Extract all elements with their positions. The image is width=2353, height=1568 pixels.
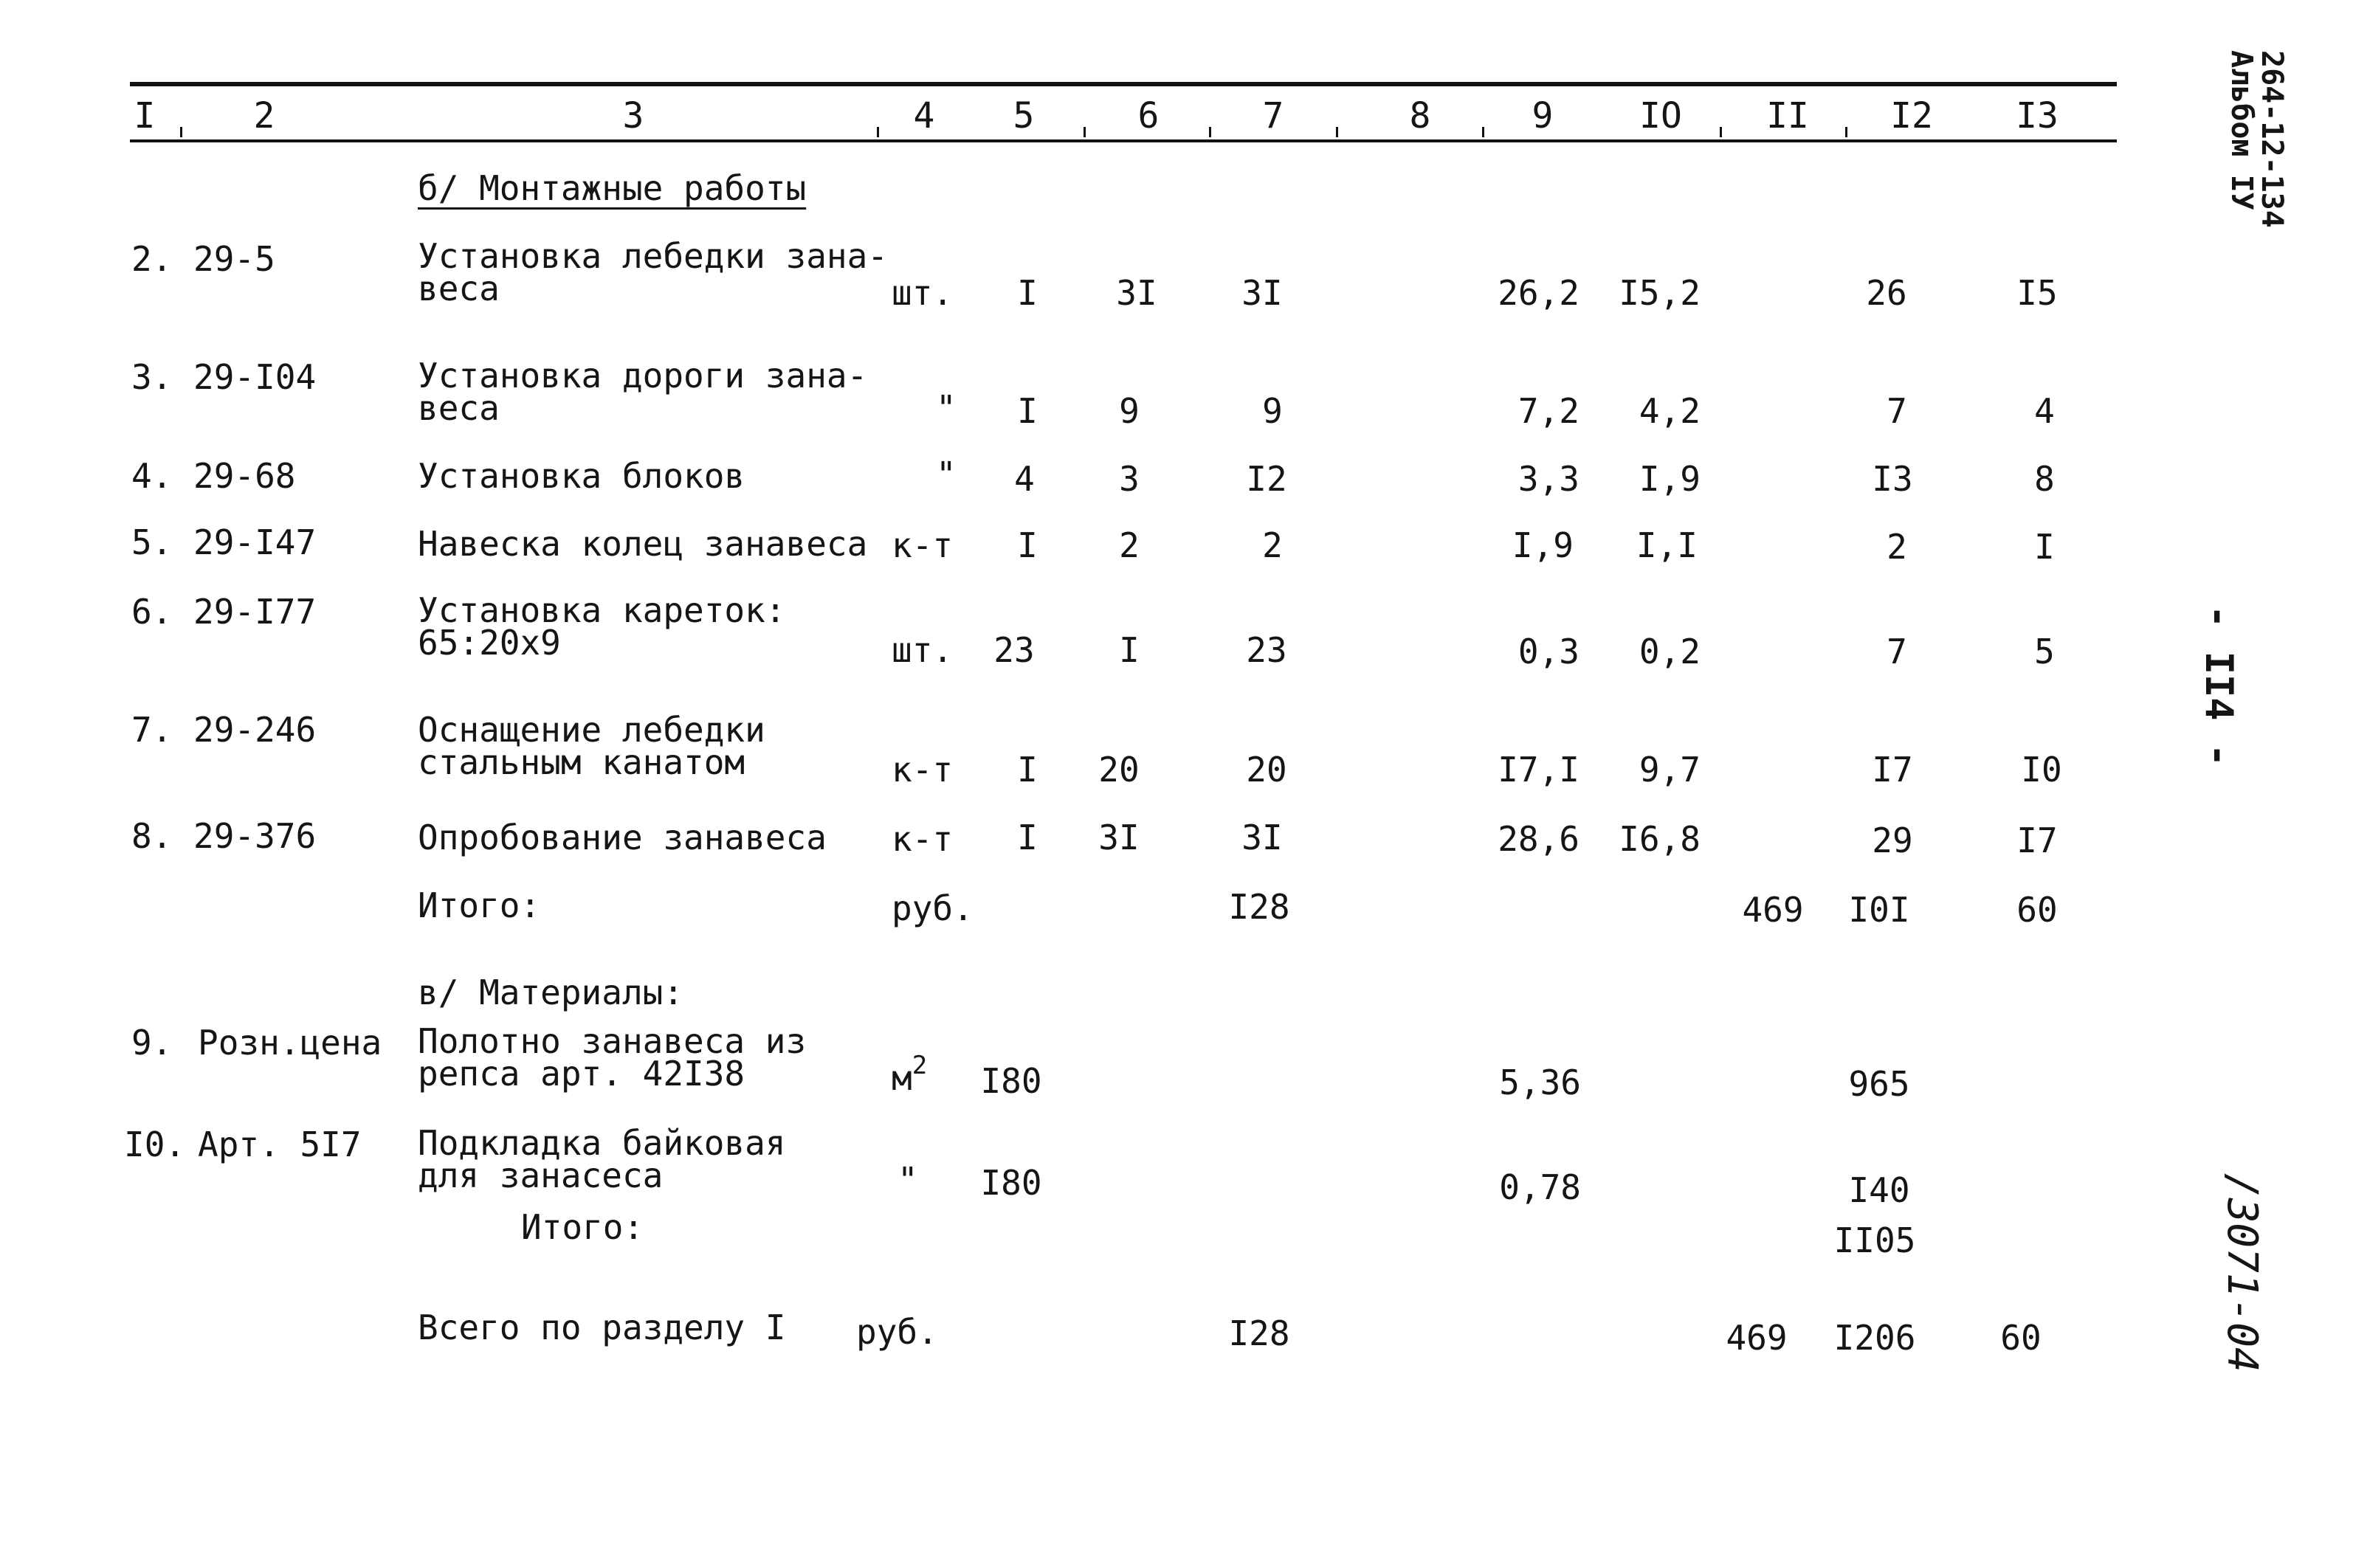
row-col13: I7 — [2016, 821, 2058, 860]
subtotal-col12: I0I — [1848, 890, 1910, 930]
col-header-4: 4 — [913, 95, 935, 137]
col-header-2: 2 — [253, 95, 275, 137]
page-number: - II4 - — [2197, 605, 2241, 767]
col-separator — [1084, 127, 1086, 137]
row-qty: I80 — [980, 1061, 1042, 1101]
col-separator — [1336, 127, 1338, 137]
row-unit: " — [936, 388, 957, 428]
grand-total-col11: 469 — [1726, 1318, 1788, 1358]
row-col12: I3 — [1872, 459, 1913, 499]
row-col6: 3 — [1119, 459, 1140, 499]
row-number: I0. — [124, 1125, 186, 1164]
row-col13: I0 — [2021, 750, 2062, 790]
row-col10: I6,8 — [1619, 819, 1701, 859]
subtotal-label: Итого: — [521, 1207, 644, 1247]
col-separator — [877, 127, 879, 137]
col-separator — [1720, 127, 1722, 137]
row-qty: 23 — [993, 630, 1035, 670]
col-header-11: II — [1766, 95, 1809, 137]
subtotal-label: Итого: — [418, 885, 541, 925]
album-stamp: 264-12-134 Альбом IУ — [2225, 50, 2289, 228]
row-number: 3. — [131, 357, 173, 397]
row-col12: I40 — [1848, 1170, 1910, 1210]
row-code: 29-376 — [193, 816, 317, 856]
row-col7: I2 — [1246, 459, 1287, 499]
row-col12: 26 — [1866, 273, 1907, 313]
row-qty: I — [1017, 750, 1038, 790]
row-unit: шт. — [892, 273, 954, 313]
row-name: Навеска колец занавеса — [418, 524, 868, 564]
row-unit: шт. — [892, 630, 954, 670]
row-number: 9. — [131, 1023, 173, 1063]
row-number: 2. — [131, 239, 173, 279]
row-code: 29-5 — [193, 239, 275, 279]
row-col9: 26,2 — [1498, 273, 1579, 313]
row-col9: 0,3 — [1517, 632, 1579, 671]
row-number: 8. — [131, 816, 173, 856]
grand-total-label: Всего по разделу I — [418, 1308, 786, 1347]
row-name: Опробование занавеса — [418, 818, 827, 857]
subtotal-col12: II05 — [1833, 1220, 1916, 1260]
grand-total-col13: 60 — [2000, 1318, 2042, 1358]
row-col7: 23 — [1246, 630, 1287, 670]
row-unit: к-т — [892, 750, 954, 790]
row-col9: 5,36 — [1499, 1063, 1581, 1102]
col-header-1: I — [134, 95, 156, 137]
grand-total-unit: руб. — [856, 1312, 938, 1352]
col-header-12: I2 — [1890, 95, 1933, 137]
col-separator — [180, 127, 182, 137]
row-col13: I — [2034, 527, 2055, 567]
row-col10: 0,2 — [1639, 632, 1701, 671]
col-separator — [1845, 127, 1847, 137]
row-name: Установка кареток: 65:20х9 — [418, 590, 786, 663]
row-unit: " — [898, 1160, 918, 1200]
subtotal-col13: 60 — [2016, 890, 2058, 930]
row-col6: 3I — [1116, 273, 1157, 313]
row-col9: 0,78 — [1499, 1167, 1581, 1207]
row-qty: 4 — [1014, 459, 1035, 499]
row-col13: 5 — [2034, 632, 2055, 671]
row-code: 29-I47 — [193, 522, 317, 562]
col-header-6: 6 — [1137, 95, 1160, 137]
row-col7: 2 — [1262, 525, 1283, 565]
col-header-9: 9 — [1532, 95, 1554, 137]
row-col7: 3I — [1241, 818, 1283, 857]
row-qty: I — [1017, 818, 1038, 857]
row-unit: к-т — [892, 819, 954, 859]
row-col6: 2 — [1119, 525, 1140, 565]
subtotal-unit: руб. — [892, 888, 974, 928]
row-name: Полотно занавеса из репса арт. 42I38 — [418, 1021, 807, 1094]
row-name: Подкладка байковая для занасеса — [418, 1123, 786, 1195]
row-qty: I — [1017, 391, 1038, 431]
grand-total-col12: I206 — [1833, 1318, 1916, 1358]
row-col13: 8 — [2034, 459, 2055, 499]
col-separator — [1209, 127, 1211, 137]
col-header-10: IO — [1639, 95, 1682, 137]
row-number: 4. — [131, 456, 173, 496]
row-code: 29-246 — [193, 710, 317, 750]
row-col10: I5,2 — [1619, 273, 1701, 313]
subtotal-col7: I28 — [1228, 887, 1290, 927]
col-header-3: 3 — [622, 95, 644, 137]
row-name: Установка лебедки зана- веса — [418, 236, 888, 308]
section-heading-materials: в/ Материалы: — [418, 973, 684, 1012]
row-name: Установка блоков — [418, 456, 745, 496]
row-col9: 28,6 — [1498, 819, 1579, 859]
section-heading-installation: б/ Монтажные работы — [418, 168, 807, 208]
row-col12: 29 — [1872, 821, 1913, 860]
row-name: Оснащение лебедки стальным канатом — [418, 710, 765, 782]
row-col12: 965 — [1848, 1064, 1910, 1104]
row-number: 5. — [131, 522, 173, 562]
row-col9: I,9 — [1512, 525, 1574, 565]
inventory-number: /3071-04 — [2218, 1173, 2266, 1372]
row-col6: 20 — [1098, 750, 1140, 790]
subtotal-col11: 469 — [1742, 890, 1804, 930]
row-col9: 7,2 — [1517, 391, 1579, 431]
row-col7: 20 — [1246, 750, 1287, 790]
row-col9: 3,3 — [1517, 459, 1579, 499]
row-code: Розн.цена — [198, 1023, 382, 1063]
row-col12: I7 — [1872, 750, 1913, 790]
col-header-5: 5 — [1013, 95, 1035, 137]
row-col12: 7 — [1887, 632, 1907, 671]
row-col13: 4 — [2034, 391, 2055, 431]
row-name: Установка дороги зана- веса — [418, 356, 868, 428]
row-code: 29-I77 — [193, 592, 317, 632]
row-number: 6. — [131, 592, 173, 632]
row-col10: 9,7 — [1639, 750, 1701, 790]
col-header-8: 8 — [1409, 95, 1431, 137]
row-col13: I5 — [2016, 273, 2058, 313]
row-col6: 3I — [1098, 818, 1140, 857]
row-unit: $м^2$ — [892, 1051, 928, 1098]
header-top-rule — [130, 82, 2117, 86]
row-col6: I — [1119, 630, 1140, 670]
row-unit: к-т — [892, 525, 954, 565]
row-col7: 3I — [1241, 273, 1283, 313]
row-number: 7. — [131, 710, 173, 750]
row-col10: I,I — [1636, 525, 1698, 565]
col-header-7: 7 — [1262, 95, 1284, 137]
col-header-13: I3 — [2016, 95, 2059, 137]
row-col10: 4,2 — [1639, 391, 1701, 431]
row-code: 29-68 — [193, 456, 296, 496]
row-qty: I — [1017, 273, 1038, 313]
row-qty: I — [1017, 525, 1038, 565]
row-unit: " — [936, 455, 957, 494]
row-qty: I80 — [980, 1163, 1042, 1203]
row-col10: I,9 — [1639, 459, 1701, 499]
row-code: Арт. 5I7 — [198, 1125, 362, 1164]
row-code: 29-I04 — [193, 357, 317, 397]
grand-total-col7: I28 — [1228, 1313, 1290, 1353]
row-col12: 7 — [1887, 391, 1907, 431]
row-col6: 9 — [1119, 391, 1140, 431]
header-bottom-rule — [130, 139, 2117, 142]
row-col9: I7,I — [1498, 750, 1579, 790]
row-col7: 9 — [1262, 391, 1283, 431]
col-separator — [1482, 127, 1484, 137]
row-col12: 2 — [1887, 527, 1907, 567]
